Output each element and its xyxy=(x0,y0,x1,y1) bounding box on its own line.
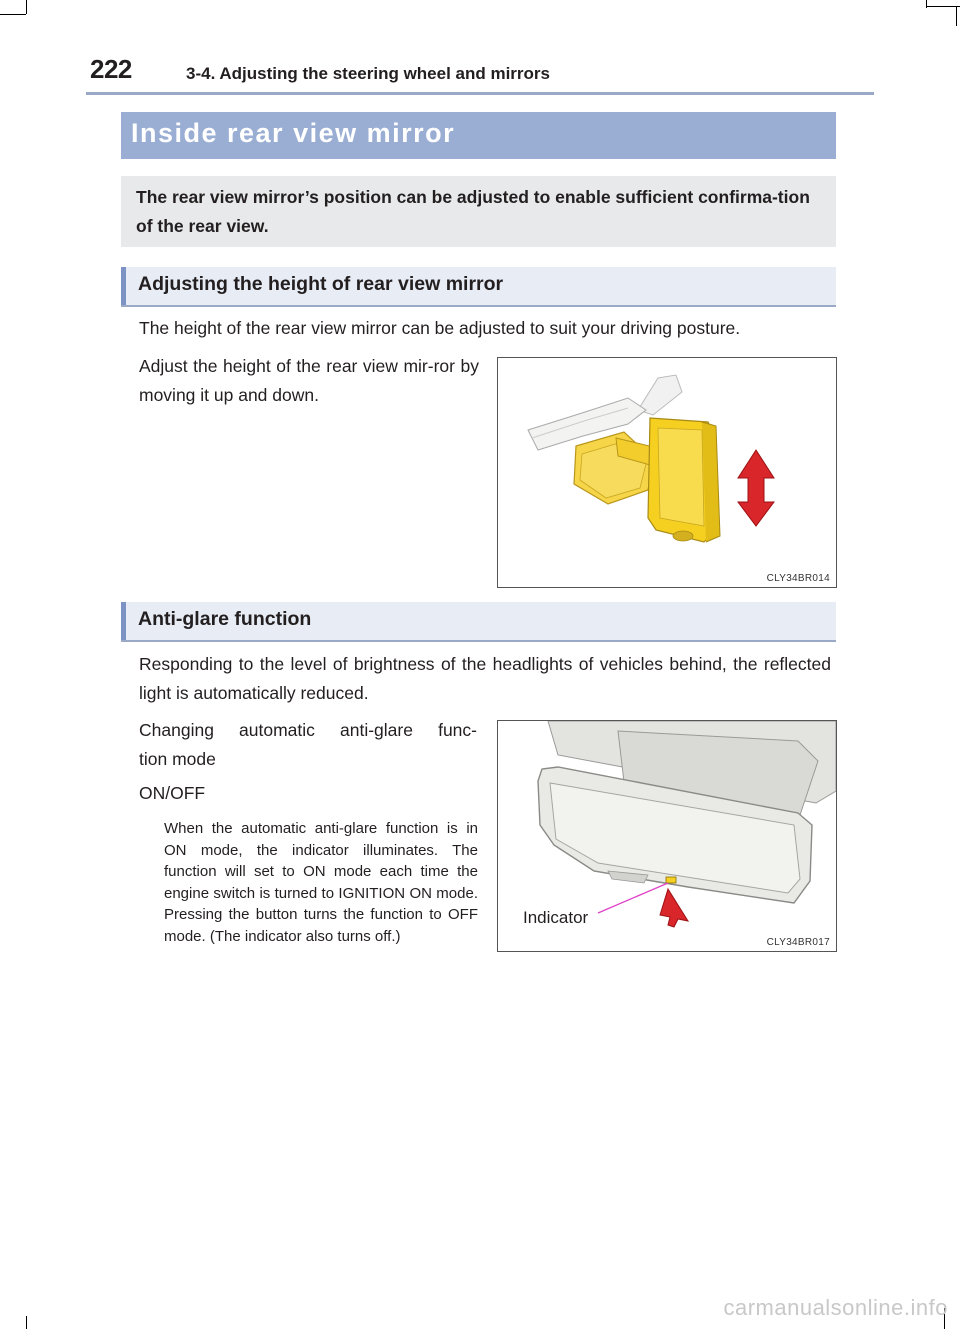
mode-line-2: tion mode xyxy=(139,749,216,769)
subheading-anti-glare-label: Anti-glare function xyxy=(138,608,312,630)
mode-line-1: Changing automatic anti-glare func- xyxy=(139,720,477,740)
anti-glare-description: Responding to the level of brightness of the headlights of vehicles behind, the reflected light is automatically reduced. xyxy=(139,654,831,703)
crop-mark-top-right-h xyxy=(926,6,960,7)
watermark: carmanualsonline.info xyxy=(723,1295,948,1320)
anti-glare-note: When the automatic anti-glare function is in ON mode, the indicator illuminates. The function will set to ON mode each time the engine switch is turned to IGNITION ON mode. Pressing the button turns the function to OFF mode. (The indicator also turns off.) xyxy=(164,820,478,945)
figure-mirror-height xyxy=(497,357,837,588)
height-instruction: Adjust the height of the rear view mir-ror by moving it up and down. xyxy=(139,356,479,405)
section-title-bar xyxy=(121,112,836,159)
indicator-label: Indicator xyxy=(519,906,592,930)
crop-mark-top-left-v xyxy=(26,0,27,14)
intro-text: The rear view mirror’s position can be adjusted to enable sufficient confirma-tion of the rear view. xyxy=(136,187,810,236)
intro-box xyxy=(121,176,836,247)
crop-mark-right-v xyxy=(956,6,957,26)
subheading-accent xyxy=(121,267,126,305)
mirror-height-illustration xyxy=(498,358,836,587)
mode-line-3: ON/OFF xyxy=(139,783,206,803)
subheading-height xyxy=(121,267,836,307)
section-title: Inside rear view mirror xyxy=(131,118,456,148)
crop-mark-top-left-h xyxy=(0,14,26,15)
crop-mark-bottom-left-v xyxy=(26,1316,27,1329)
subheading-anti-glare xyxy=(121,602,836,642)
height-description: The height of the rear view mirror can be adjusted to suit your driving posture. xyxy=(139,318,741,338)
header-rule xyxy=(86,92,874,95)
subheading-height-label: Adjusting the height of rear view mirror xyxy=(138,273,504,295)
subheading-accent xyxy=(121,602,126,640)
page-number: 222 xyxy=(90,54,132,84)
chapter-title: 3-4. Adjusting the steering wheel and mirrors xyxy=(186,64,550,83)
figure-code: CLY34BR017 xyxy=(766,937,830,948)
figure-anti-glare xyxy=(497,720,837,952)
figure-code: CLY34BR014 xyxy=(766,573,830,584)
